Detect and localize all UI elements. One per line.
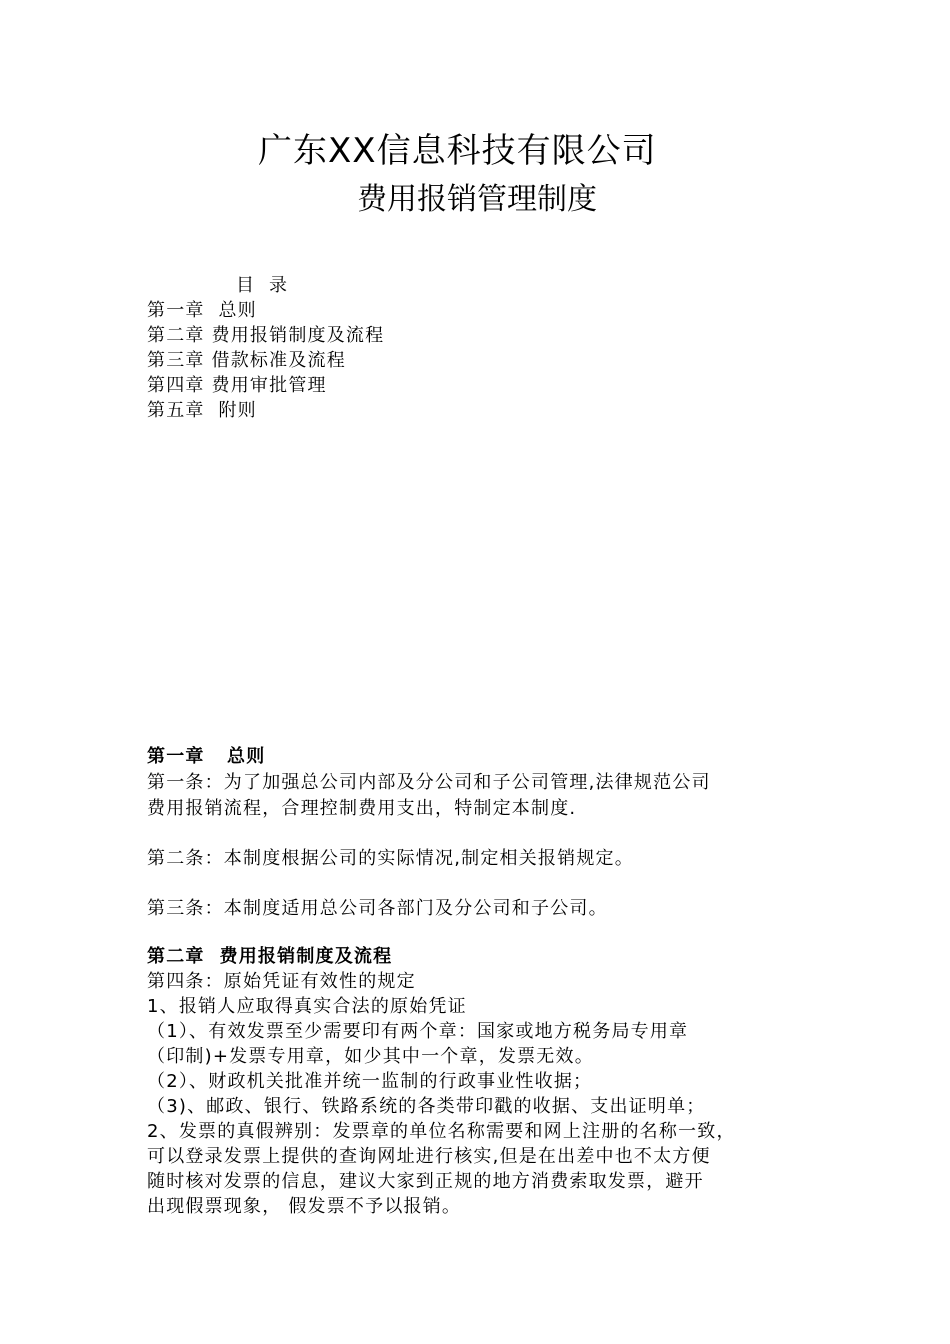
toc-item-4: 第四章 费用审批管理 xyxy=(147,375,327,396)
article4: 第四条：原始凭证有效性的规定 xyxy=(147,971,416,992)
item1: 1、报销人应取得真实合法的原始凭证 xyxy=(147,996,467,1017)
article1-line1: 第一条：为了加强总公司内部及分公司和子公司管理,法律规范公司 xyxy=(147,772,711,793)
item2-line1: 2、发票的真假辨别：发票章的单位名称需要和网上注册的名称一致， xyxy=(147,1121,736,1142)
sub-item1-line1: （1）、有效发票至少需要印有两个章：国家或地方税务局专用章 xyxy=(147,1021,689,1042)
toc-item-2: 第二章 费用报销制度及流程 xyxy=(147,325,385,346)
item2-line4: 出现假票现象， 假发票不予以报销。 xyxy=(147,1196,462,1217)
sub-item3: （3)、邮政、银行、铁路系统的各类带印戳的收据、支出证明单； xyxy=(147,1096,706,1117)
article1-line2: 费用报销流程，合理控制费用支出，特制定本制度. xyxy=(147,798,577,819)
article2: 第二条：本制度根据公司的实际情况,制定相关报销规定。 xyxy=(147,848,634,869)
company-title: 广东XX信息科技有限公司 xyxy=(258,131,657,171)
item2-line2: 可以登录发票上提供的查询网址进行核实,但是在出差中也不太方便 xyxy=(147,1146,711,1167)
chapter1-heading: 第一章 总则 xyxy=(147,746,266,767)
item2-line3: 随时核对发票的信息，建议大家到正规的地方消费索取发票，避开 xyxy=(147,1171,704,1192)
toc-item-5: 第五章 附则 xyxy=(147,400,257,421)
toc-heading: 目 录 xyxy=(236,275,289,296)
sub-item1-line2: （印制)+发票专用章，如少其中一个章，发票无效。 xyxy=(147,1046,594,1067)
chapter2-heading: 第二章 费用报销制度及流程 xyxy=(147,946,393,967)
article3: 第三条：本制度适用总公司各部门及分公司和子公司。 xyxy=(147,898,608,919)
document-subtitle: 费用报销管理制度 xyxy=(357,182,597,217)
toc-item-1: 第一章 总则 xyxy=(147,300,257,321)
toc-item-3: 第三章 借款标准及流程 xyxy=(147,350,346,371)
sub-item2: （2）、财政机关批准并统一监制的行政事业性收据； xyxy=(147,1071,593,1092)
